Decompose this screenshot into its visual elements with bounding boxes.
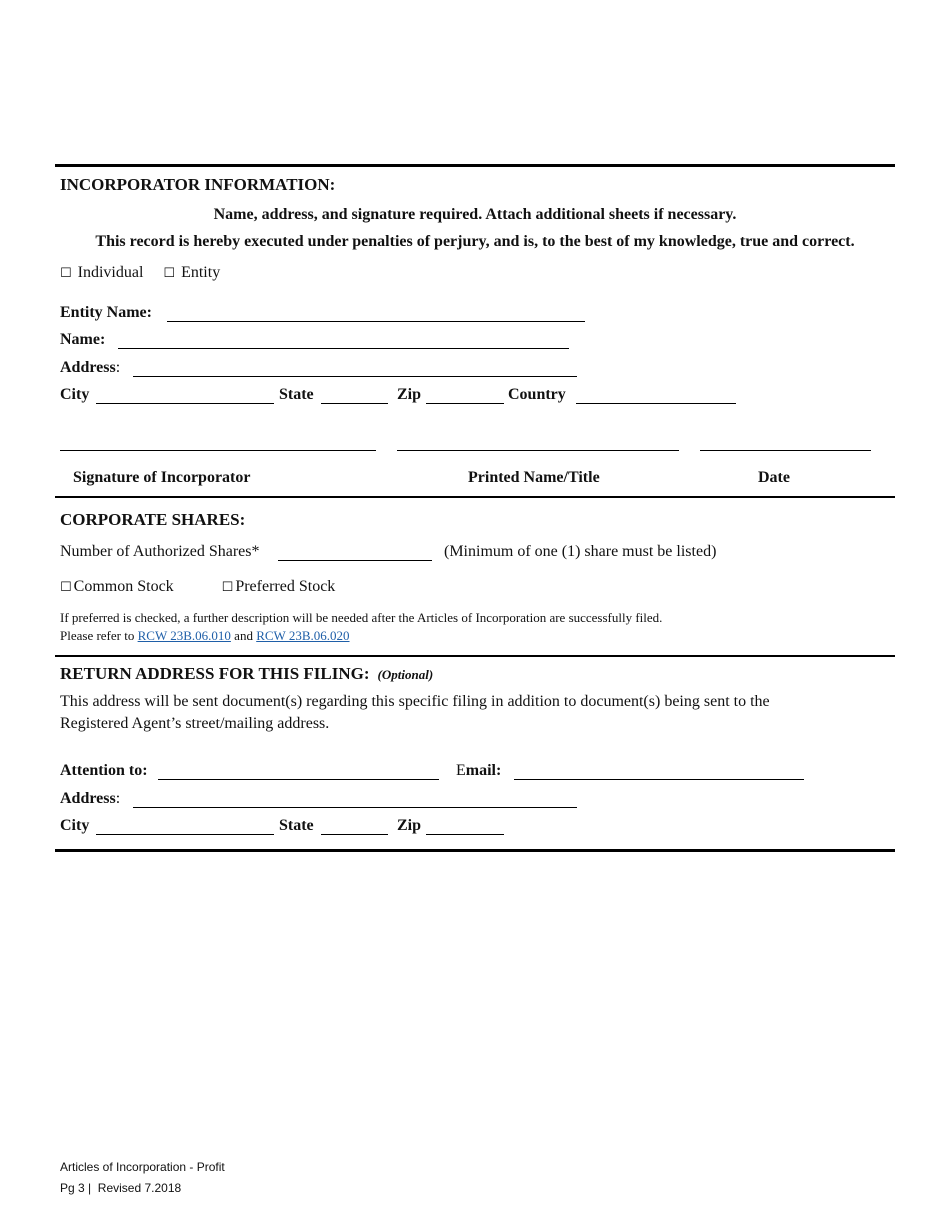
email-rest: mail: — [465, 762, 502, 779]
country-field[interactable] — [576, 403, 736, 404]
footer-form-title: Articles of Incorporation - Profit — [60, 1160, 225, 1174]
section-divider — [55, 496, 895, 498]
individual-checkbox[interactable] — [60, 264, 147, 281]
return-address-label: Address — [60, 790, 116, 807]
authorized-shares-field[interactable] — [278, 560, 432, 561]
address-label: Address — [60, 359, 116, 376]
return-address-heading — [60, 664, 433, 684]
return-description-line-1: This address will be sent document(s) regarding this specific filing in addition to document(s) being sent to the — [60, 693, 770, 710]
incorporator-instruction-1: Name, address, and signature required. Attach additional sheets if necessary. — [213, 206, 737, 223]
checkbox-icon[interactable]: ☐ — [60, 266, 72, 281]
return-description-line-2: Registered Agent’s street/mailing address. — [60, 715, 330, 732]
email-label — [456, 762, 501, 780]
entity-label: Entity — [181, 264, 221, 281]
zip-label: Zip — [397, 386, 422, 403]
date-label: Date — [758, 469, 790, 486]
footer-page-revision: Pg 3 | Revised 7.2018 — [60, 1181, 182, 1195]
return-city-label: City — [60, 817, 90, 834]
printed-name-field[interactable] — [397, 450, 679, 451]
stock-type-options — [60, 578, 335, 596]
address-field[interactable] — [133, 376, 577, 377]
printed-name-label: Printed Name/Title — [468, 469, 600, 486]
signature-label: Signature of Incorporator — [73, 469, 251, 486]
incorporator-instruction-2: This record is hereby executed under penalties of perjury, and is, to the best of my knowledge, true and correct. — [95, 233, 855, 250]
attention-field[interactable] — [158, 779, 439, 780]
section-divider — [55, 655, 895, 657]
preferred-stock-checkbox[interactable] — [222, 578, 336, 595]
state-label: State — [279, 386, 314, 403]
refer-prefix: Please refer to — [60, 628, 135, 643]
city-label: City — [60, 386, 90, 403]
entity-name-field[interactable] — [167, 321, 585, 322]
authorized-shares-label: Number of Authorized Shares* — [60, 543, 260, 560]
entity-name-label: Entity Name: — [60, 304, 152, 321]
minimum-shares-note: (Minimum of one (1) share must be listed) — [444, 543, 717, 560]
return-address-title: RETURN ADDRESS FOR THIS FILING: — [60, 664, 370, 683]
return-zip-field[interactable] — [426, 834, 504, 835]
return-address-colon: : — [115, 790, 121, 807]
date-field[interactable] — [700, 450, 871, 451]
return-address-field[interactable] — [133, 807, 577, 808]
rcw-23b-06-020-link[interactable]: RCW 23B.06.020 — [256, 628, 350, 643]
checkbox-icon[interactable]: ☐ — [221, 580, 234, 595]
and-text: and — [234, 628, 253, 643]
email-field[interactable] — [514, 779, 804, 780]
attention-label: Attention to: — [60, 762, 148, 779]
entity-checkbox[interactable] — [163, 264, 220, 281]
checkbox-icon[interactable]: ☐ — [163, 266, 176, 281]
incorporator-heading: INCORPORATOR INFORMATION: — [60, 175, 336, 194]
return-zip-label: Zip — [397, 817, 422, 834]
name-label: Name: — [60, 331, 106, 348]
bottom-rule — [55, 849, 895, 852]
address-label-group — [60, 359, 120, 377]
zip-field[interactable] — [426, 403, 504, 404]
email-e: E — [456, 762, 466, 779]
optional-tag: (Optional) — [377, 667, 434, 682]
top-rule — [55, 164, 895, 167]
preferred-note: If preferred is checked, a further description will be needed after the Articles of Incorporation are successfully filed. — [60, 610, 663, 625]
name-field[interactable] — [118, 348, 569, 349]
state-field[interactable] — [321, 403, 388, 404]
preferred-stock-label: Preferred Stock — [235, 578, 336, 595]
return-state-label: State — [279, 817, 314, 834]
individual-label: Individual — [77, 264, 144, 281]
country-label: Country — [508, 386, 566, 403]
signature-field[interactable] — [60, 450, 376, 451]
return-address-label-group — [60, 790, 120, 808]
rcw-reference — [60, 628, 350, 644]
common-stock-label: Common Stock — [73, 578, 174, 595]
address-colon: : — [115, 359, 121, 376]
common-stock-checkbox[interactable] — [60, 578, 178, 595]
return-city-field[interactable] — [96, 834, 274, 835]
shares-heading: CORPORATE SHARES: — [60, 510, 246, 529]
rcw-23b-06-010-link[interactable]: RCW 23B.06.010 — [137, 628, 231, 643]
incorporator-type-options — [60, 264, 220, 282]
return-state-field[interactable] — [321, 834, 388, 835]
checkbox-icon[interactable]: ☐ — [60, 580, 72, 595]
city-field[interactable] — [96, 403, 274, 404]
